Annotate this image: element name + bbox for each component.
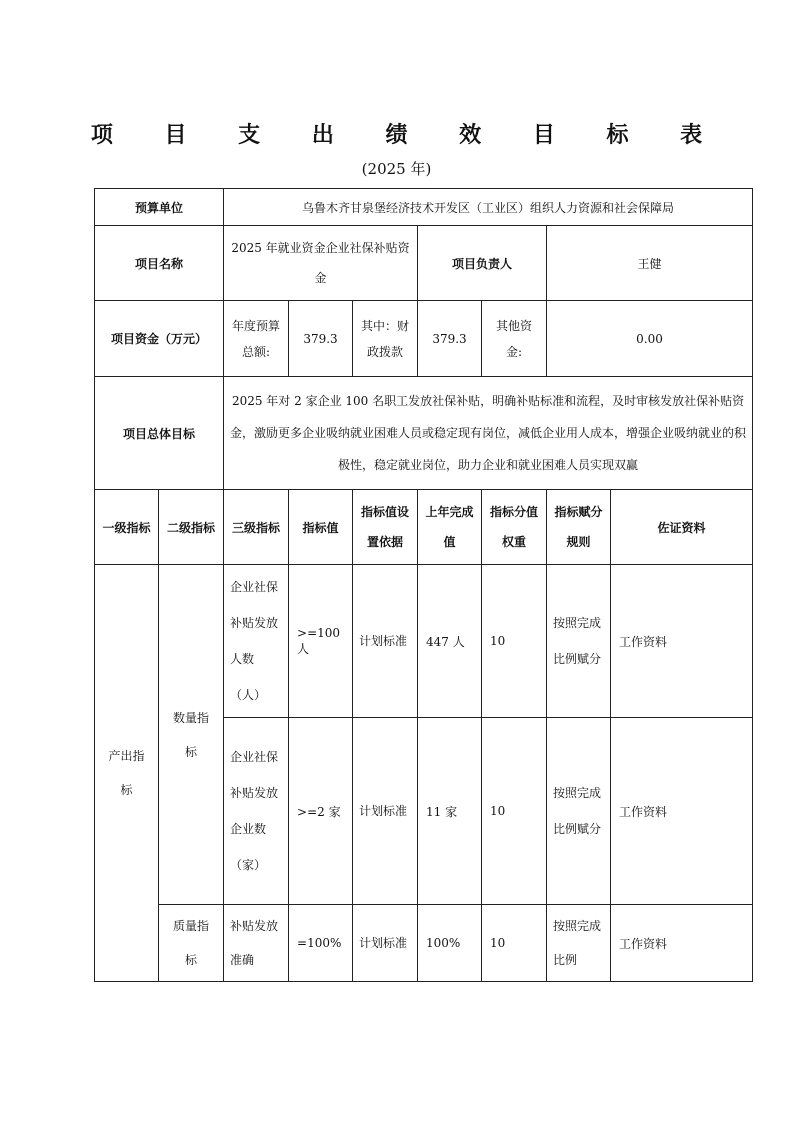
- overall-goal-row: [95, 377, 753, 490]
- evidence: 工作资料: [611, 718, 753, 905]
- project-funds-row: [95, 301, 753, 377]
- indicator-value: >=2 家: [289, 718, 353, 905]
- evidence: 工作资料: [611, 565, 753, 718]
- project-funds-label: 项目资金（万元）: [95, 301, 224, 377]
- header-value: 指标值: [289, 490, 353, 565]
- annual-budget-value: 379.3: [289, 301, 353, 377]
- indicator-weight: 10: [482, 718, 547, 905]
- overall-goal-text: 2025 年对 2 家企业 100 名职工发放社保补贴，明确补贴标准和流程，及时审核发放社保补贴资金，激励更多企业吸纳就业困难人员或稳定现有岗位，减低企业用人成本，增强企业吸纳就业的积极性，稳定就业岗位，助力企业和就业困难人员实现双赢: [224, 377, 753, 490]
- indicator-basis: 计划标准: [353, 905, 418, 982]
- project-name-row: [95, 226, 753, 301]
- level3-indicator: 企业社保补贴发放人数（人）: [224, 565, 289, 718]
- overall-goal-label: 项目总体目标: [95, 377, 224, 490]
- header-rule: 指标赋分规则: [547, 490, 611, 565]
- fiscal-allocation-label: 其中：财政拨款: [353, 301, 418, 377]
- other-funds-value: 0.00: [547, 301, 753, 377]
- last-year-value: 100%: [418, 905, 482, 982]
- budget-unit-label: 预算单位: [95, 189, 224, 226]
- annual-budget-label: 年度预算总额:: [224, 301, 289, 377]
- project-name-value: 2025 年就业资金企业社保补贴资金: [224, 226, 418, 301]
- header-level1: 一级指标: [95, 490, 159, 565]
- project-lead-value: 王健: [547, 226, 753, 301]
- header-level2: 二级指标: [159, 490, 224, 565]
- other-funds-label: 其他资金:: [482, 301, 547, 377]
- header-level3: 三级指标: [224, 490, 289, 565]
- level2-quantity: 数量指标: [159, 565, 224, 905]
- evidence: 工作资料: [611, 905, 753, 982]
- level3-indicator: 补贴发放准确: [224, 905, 289, 982]
- scoring-rule: 按照完成比例赋分: [547, 718, 611, 905]
- performance-target-table: [94, 188, 753, 982]
- level1-output: 产出指标: [95, 565, 159, 982]
- page-title: 项 目 支 出 绩 效 目 标 表: [90, 123, 725, 148]
- level3-indicator: 企业社保补贴发放企业数（家）: [224, 718, 289, 905]
- project-name-label: 项目名称: [95, 226, 224, 301]
- table-row: [95, 905, 753, 982]
- header-last-year: 上年完成值: [418, 490, 482, 565]
- indicator-value: >=100 人: [289, 565, 353, 718]
- indicator-value: =100%: [289, 905, 353, 982]
- indicator-basis: 计划标准: [353, 565, 418, 718]
- level2-quality: 质量指标: [159, 905, 224, 982]
- indicator-header-row: [95, 490, 753, 565]
- header-evidence: 佐证资料: [611, 490, 753, 565]
- last-year-value: 447 人: [418, 565, 482, 718]
- indicator-weight: 10: [482, 905, 547, 982]
- scoring-rule: 按照完成比例: [547, 905, 611, 982]
- header-weight: 指标分值权重: [482, 490, 547, 565]
- table-row: [95, 565, 753, 718]
- year-subtitle: (2025 年): [361, 160, 432, 178]
- scoring-rule: 按照完成比例赋分: [547, 565, 611, 718]
- last-year-value: 11 家: [418, 718, 482, 905]
- budget-unit-row: [95, 189, 753, 226]
- header-basis: 指标值设置依据: [353, 490, 418, 565]
- indicator-weight: 10: [482, 565, 547, 718]
- indicator-basis: 计划标准: [353, 718, 418, 905]
- project-lead-label: 项目负责人: [418, 226, 547, 301]
- fiscal-allocation-value: 379.3: [418, 301, 482, 377]
- budget-unit-value: 乌鲁木齐甘泉堡经济技术开发区（工业区）组织人力资源和社会保障局: [224, 189, 753, 226]
